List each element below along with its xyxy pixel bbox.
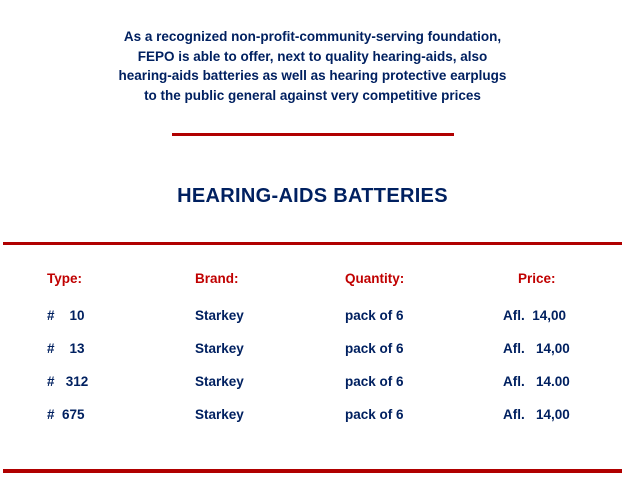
intro-line: hearing-aids batteries as well as hearing protective earplugs <box>118 68 507 83</box>
quantity-value: pack of 6 <box>345 341 404 356</box>
price-value: Afl. 14,00 <box>503 341 570 356</box>
column-header-brand: Brand: <box>195 271 239 286</box>
table-row <box>0 308 625 324</box>
table-row <box>0 341 625 357</box>
brand-value: Starkey <box>195 308 244 323</box>
intro-line: As a recognized non-profit-community-serving foundation, <box>123 29 502 44</box>
table-row <box>0 407 625 423</box>
column-header-type: Type: <box>47 271 83 286</box>
column-header-quantity: Quantity: <box>345 271 405 286</box>
table-row <box>0 374 625 390</box>
intro-line: to the public general against very competitive prices <box>144 87 481 103</box>
type-value: # 675 <box>47 407 85 422</box>
quantity-value: pack of 6 <box>345 407 404 422</box>
top-divider-line <box>3 242 622 245</box>
quantity-value: pack of 6 <box>345 374 404 389</box>
column-header-price: Price: <box>518 271 556 286</box>
price-value: Afl. 14.00 <box>503 374 570 389</box>
page-title: HEARING-AIDS BATTERIES <box>177 185 448 207</box>
quantity-value: pack of 6 <box>345 308 404 323</box>
brand-value: Starkey <box>195 341 244 356</box>
type-value: # 312 <box>47 374 89 389</box>
intro-line: FEPO is able to offer, next to quality hearing-aids, also <box>137 48 488 64</box>
short-divider-line <box>172 133 454 136</box>
bottom-divider-line <box>3 469 622 473</box>
type-value: # 13 <box>47 341 85 356</box>
table-header-row <box>0 271 625 287</box>
price-value: Afl. 14,00 <box>503 308 567 323</box>
brand-value: Starkey <box>195 407 244 422</box>
type-value: # 10 <box>47 308 85 323</box>
price-value: Afl. 14,00 <box>503 407 570 422</box>
intro-paragraph <box>0 27 625 105</box>
brand-value: Starkey <box>195 374 244 389</box>
